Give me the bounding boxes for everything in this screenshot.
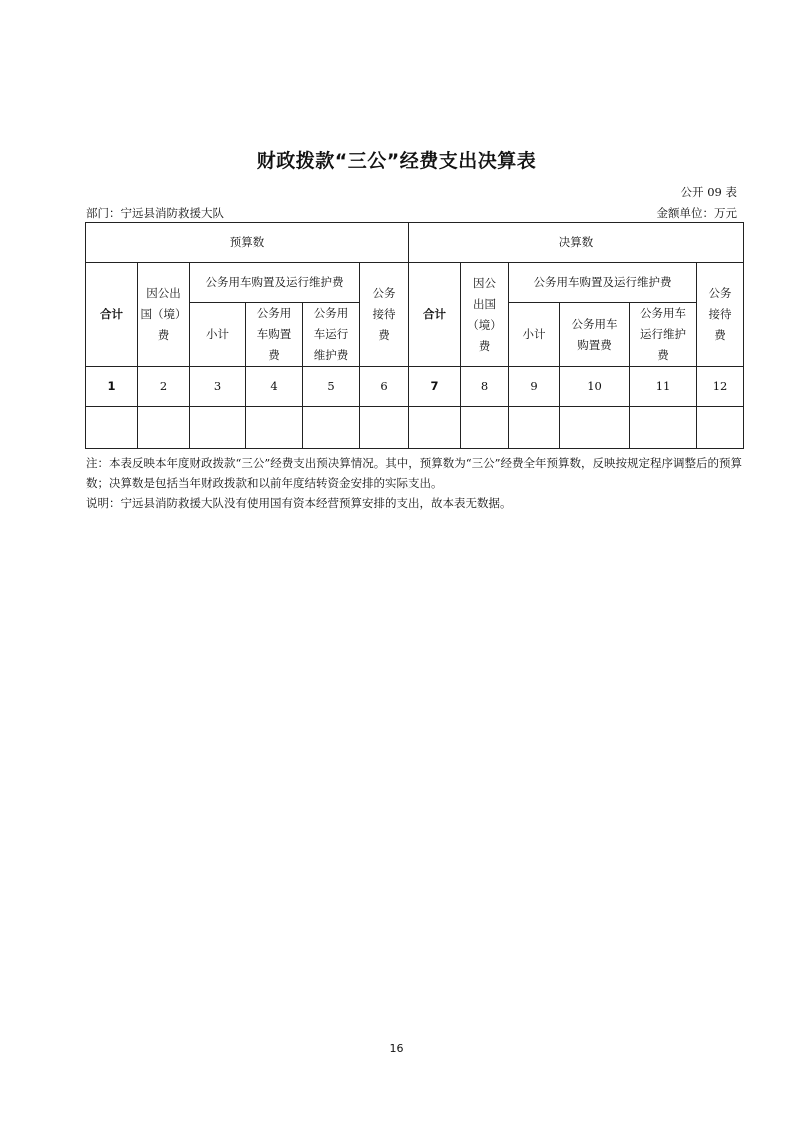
table-note: 注：本表反映本年度财政拨款“三公”经费支出预决算情况。其中，预算数为“三公”经费全年预算数，反映按规定程序调整后的预算数；决算数是包括当年财政拨款和以前年度结转资金安排的实际支出。 <box>86 456 743 490</box>
department-label: 部门：宁远县消防救援大队 <box>86 206 224 220</box>
index-cell: 10 <box>560 367 630 407</box>
empty-cell <box>303 407 360 449</box>
empty-cell <box>630 407 697 449</box>
budget-operation-header: 公务用 车运行 维护费 <box>303 303 360 367</box>
empty-cell <box>697 407 744 449</box>
budget-abroad-header: 因公出 国（境） 费 <box>138 263 190 367</box>
page-number: 16 <box>389 1042 404 1055</box>
index-cell: 1 <box>86 367 138 407</box>
data-row <box>86 407 744 449</box>
final-purchase-header: 公务用车 购置费 <box>560 303 630 367</box>
final-reception-header: 公务 接待 费 <box>697 263 744 367</box>
index-cell: 5 <box>303 367 360 407</box>
amount-unit-label: 金额单位：万元 <box>656 206 737 220</box>
index-cell: 4 <box>246 367 303 407</box>
final-header: 决算数 <box>409 223 744 263</box>
empty-cell <box>461 407 509 449</box>
empty-cell <box>560 407 630 449</box>
budget-header: 预算数 <box>86 223 409 263</box>
empty-cell <box>86 407 138 449</box>
empty-cell <box>360 407 409 449</box>
budget-purchase-header: 公务用 车购置 费 <box>246 303 303 367</box>
final-abroad-header: 因公 出国 （境） 费 <box>461 263 509 367</box>
final-total-header: 合计 <box>409 263 461 367</box>
index-cell: 6 <box>360 367 409 407</box>
index-cell: 3 <box>190 367 246 407</box>
index-cell: 12 <box>697 367 744 407</box>
final-operation-header: 公务用车 运行维护 费 <box>630 303 697 367</box>
empty-cell <box>509 407 560 449</box>
index-cell: 9 <box>509 367 560 407</box>
index-cell: 7 <box>409 367 461 407</box>
index-cell: 8 <box>461 367 509 407</box>
budget-reception-header: 公务 接待 费 <box>360 263 409 367</box>
budget-total-header: 合计 <box>86 263 138 367</box>
final-vehicle-header: 公务用车购置及运行维护费 <box>509 263 697 303</box>
final-subtotal-header: 小计 <box>509 303 560 367</box>
index-cell: 11 <box>630 367 697 407</box>
budget-vehicle-header: 公务用车购置及运行维护费 <box>190 263 360 303</box>
table-explanation: 说明：宁远县消防救援大队没有使用国有资本经营预算安排的支出，故本表无数据。 <box>86 496 512 510</box>
empty-cell <box>138 407 190 449</box>
expenditure-table <box>85 222 744 449</box>
empty-cell <box>190 407 246 449</box>
budget-subtotal-header: 小计 <box>190 303 246 367</box>
form-number: 公开 09 表 <box>680 185 737 199</box>
page-title: 财政拨款“三公”经费支出决算表 <box>256 150 537 172</box>
index-row <box>86 367 744 407</box>
empty-cell <box>409 407 461 449</box>
index-cell: 2 <box>138 367 190 407</box>
empty-cell <box>246 407 303 449</box>
